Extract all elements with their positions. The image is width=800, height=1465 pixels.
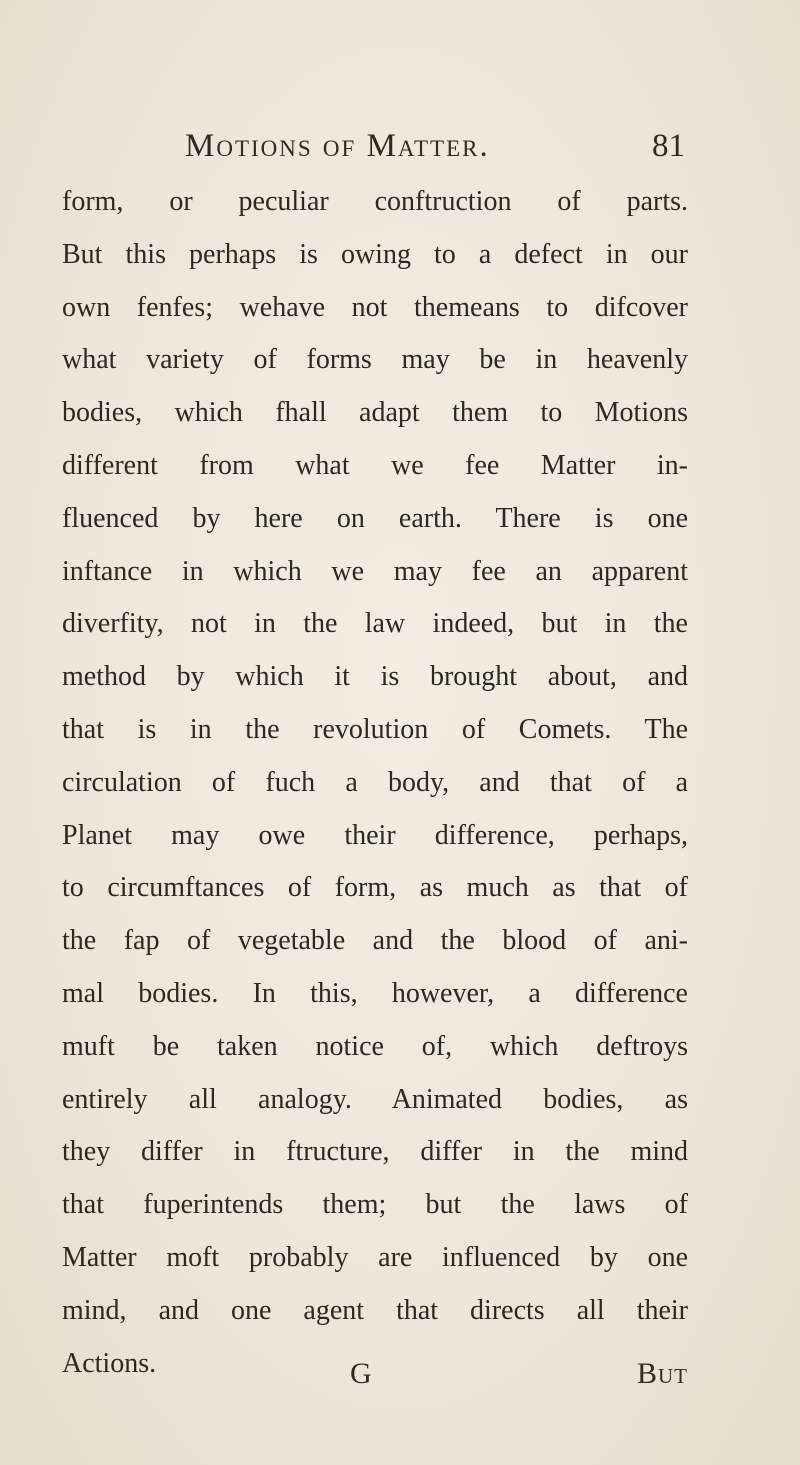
text-line: mind, and one agent that directs all their — [62, 1294, 688, 1326]
text-line: to circumftances of form, as much as that of — [62, 872, 688, 904]
text-line: Matter moft probably are influenced by one — [62, 1241, 688, 1273]
text-line: inftance in which we may fee an apparent — [62, 555, 688, 587]
text-line: fluenced by here on earth. There is one — [62, 502, 688, 534]
text-line: diverfity, not in the law indeed, but in the — [62, 608, 688, 640]
text-line: the fap of vegetable and the blood of ani- — [62, 925, 688, 957]
text-line: circulation of fuch a body, and that of a — [62, 766, 688, 798]
text-line: entirely all analogy. Animated bodies, as — [62, 1083, 688, 1115]
text-line: they differ in ftructure, differ in the mind — [62, 1136, 688, 1168]
text-line: muft be taken notice of, which deftroys — [62, 1030, 688, 1062]
text-line: mal bodies. In this, however, a difference — [62, 977, 688, 1009]
page-header — [185, 128, 685, 178]
text-line: that is in the revolution of Comets. The — [62, 713, 688, 745]
body-text — [62, 176, 688, 1390]
text-line: But this perhaps is owing to a defect in our — [62, 238, 688, 270]
text-line-last: Actions. — [62, 1347, 157, 1379]
page-number: 81 — [652, 128, 685, 164]
page-footer — [62, 1357, 688, 1407]
text-line: own fenfes; wehave not themeans to difcover — [62, 291, 688, 323]
running-head: Motions of Matter. — [185, 128, 490, 164]
catchword: But — [636, 1357, 688, 1390]
text-line: what variety of forms may be in heavenly — [62, 344, 688, 376]
text-line: form, or peculiar conftruction of parts. — [62, 186, 688, 217]
text-line: bodies, which fhall adapt them to Motions — [62, 397, 688, 429]
text-line: Planet may owe their difference, perhaps, — [62, 819, 688, 851]
text-line: different from what we fee Matter in- — [62, 449, 688, 481]
text-line: method by which it is brought about, and — [62, 661, 688, 693]
signature-mark: G — [350, 1357, 372, 1390]
text-line: that fuperintends them; but the laws of — [62, 1189, 688, 1221]
